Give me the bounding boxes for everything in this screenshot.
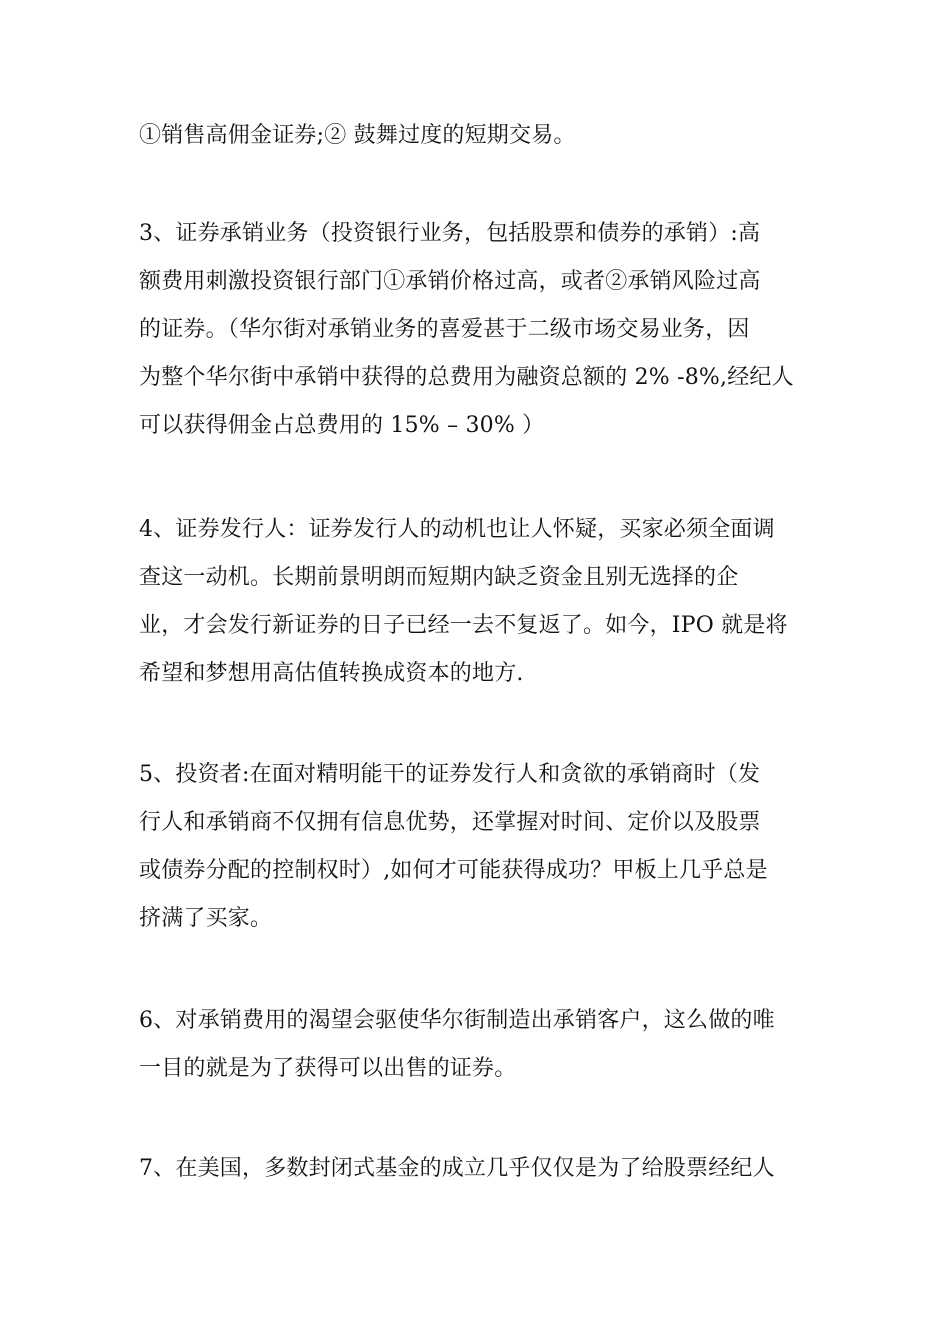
text-line: 的证券。（华尔街对承销业务的喜爱甚于二级市场交易业务，因: [139, 317, 750, 342]
text-line: 7、在美国，多数封闭式基金的成立几乎仅仅是为了给股票经纪人: [139, 1156, 775, 1181]
paragraph-investors: [139, 751, 829, 943]
text-line: 3、证券承销业务（投资银行业务，包括股票和债券的承销）:高: [139, 221, 761, 246]
text-line: 或债券分配的控制权时）,如何才可能获得成功？甲板上几乎总是: [139, 858, 768, 883]
text-line: 挤满了买家。: [139, 906, 273, 931]
paragraph-securities-issuer: [139, 506, 829, 698]
paragraph-underwriting-business: [139, 210, 829, 450]
text-line: 业，才会发行新证券的日子已经一去不复返了。如今，IPO 就是将: [139, 613, 788, 638]
text-line: 额费用刺激投资银行部门①承销价格过高，或者②承销风险过高: [139, 269, 761, 294]
paragraph-commission-practices: [139, 112, 829, 160]
text-line: 4、证券发行人：证券发行人的动机也让人怀疑，买家必须全面调: [139, 517, 775, 542]
text-line: 为整个华尔街中承销中获得的总费用为融资总额的 2% -8%,经纪人: [139, 365, 794, 390]
text-line: 5、投资者:在面对精明能干的证券发行人和贪欲的承销商时（发: [139, 762, 761, 787]
text-line: 希望和梦想用高估值转换成资本的地方.: [139, 661, 524, 686]
text-line: 一目的就是为了获得可以出售的证券。: [139, 1056, 517, 1081]
text-line: 查这一动机。长期前景明朗而短期内缺乏资金且别无选择的企: [139, 565, 739, 590]
paragraph-closed-end-funds: [139, 1145, 829, 1193]
text-line: 可以获得佣金占总费用的 15% – 30% ）: [139, 413, 545, 438]
text-line: 6、对承销费用的渴望会驱使华尔街制造出承销客户，这么做的唯: [139, 1008, 775, 1033]
paragraph-underwriting-fees: [139, 997, 829, 1093]
text-line: 行人和承销商不仅拥有信息优势，还掌握对时间、定价以及股票: [139, 810, 761, 835]
text-line: ①销售高佣金证券;② 鼓舞过度的短期交易。: [139, 123, 576, 148]
